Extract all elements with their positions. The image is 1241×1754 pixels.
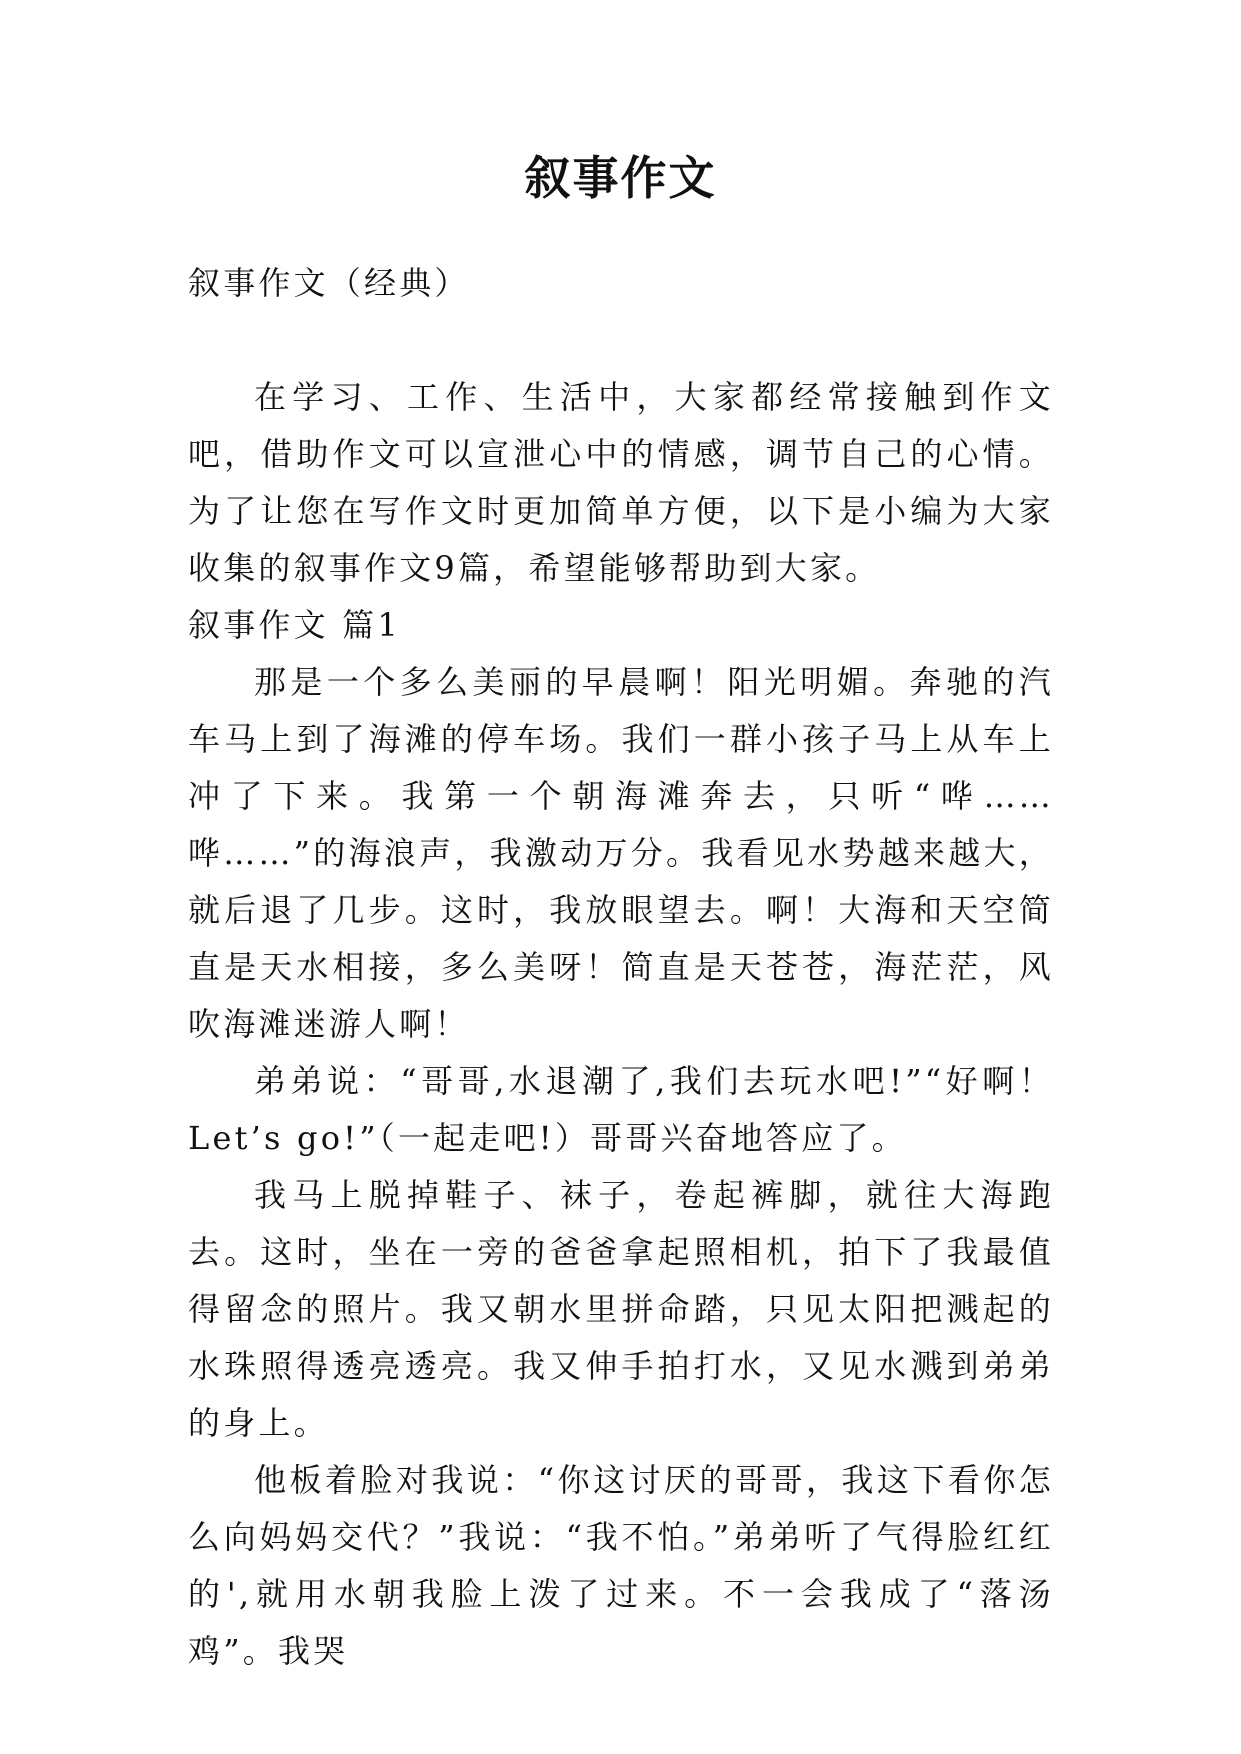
- story-paragraph: 我马上脱掉鞋子、袜子，卷起裤脚，就往大海跑去。这时，坐在一旁的爸爸拿起照相机，拍下了我最值得留念的照片。我又朝水里拼命踏，只见太阳把溅起的水珠照得透亮透亮。我又伸手拍打水，又见水溅到弟弟的身上。: [188, 1176, 1054, 1442]
- document-subtitle: 叙事作文（经典）: [188, 264, 470, 302]
- document-body: [188, 255, 1054, 1680]
- story-paragraph: 那是一个多么美丽的早晨啊！阳光明媚。奔驰的汽车马上到了海滩的停车场。我们一群小孩子马上从车上冲了下来。我第一个朝海滩奔去，只听“哗……哗……”的海浪声，我激动万分。我看见水势越来越大，就后退了几步。这时，我放眼望去。啊！大海和天空简直是天水相接，多么美呀！简直是天苍苍，海茫茫，风吹海滩迷游人啊！: [188, 663, 1054, 1043]
- story-paragraph: 弟弟说：“哥哥,水退潮了,我们去玩水吧!”“好啊！Let’s go!”（一起走吧!）哥哥兴奋地答应了。: [188, 1062, 1054, 1157]
- section-heading: 叙事作文 篇1: [188, 606, 401, 644]
- intro-paragraph: 在学习、工作、生活中，大家都经常接触到作文吧，借助作文可以宣泄心中的情感，调节自己的心情。为了让您在写作文时更加简单方便，以下是小编为大家收集的叙事作文9篇，希望能够帮助到大家。: [188, 378, 1054, 587]
- document-title: 叙事作文: [524, 151, 717, 205]
- story-paragraph: 他板着脸对我说：“你这讨厌的哥哥，我这下看你怎么向妈妈交代？”我说：“我不怕。”弟弟听了气得脸红红的',就用水朝我脸上泼了过来。不一会我成了“落汤鸡”。我哭: [188, 1461, 1054, 1670]
